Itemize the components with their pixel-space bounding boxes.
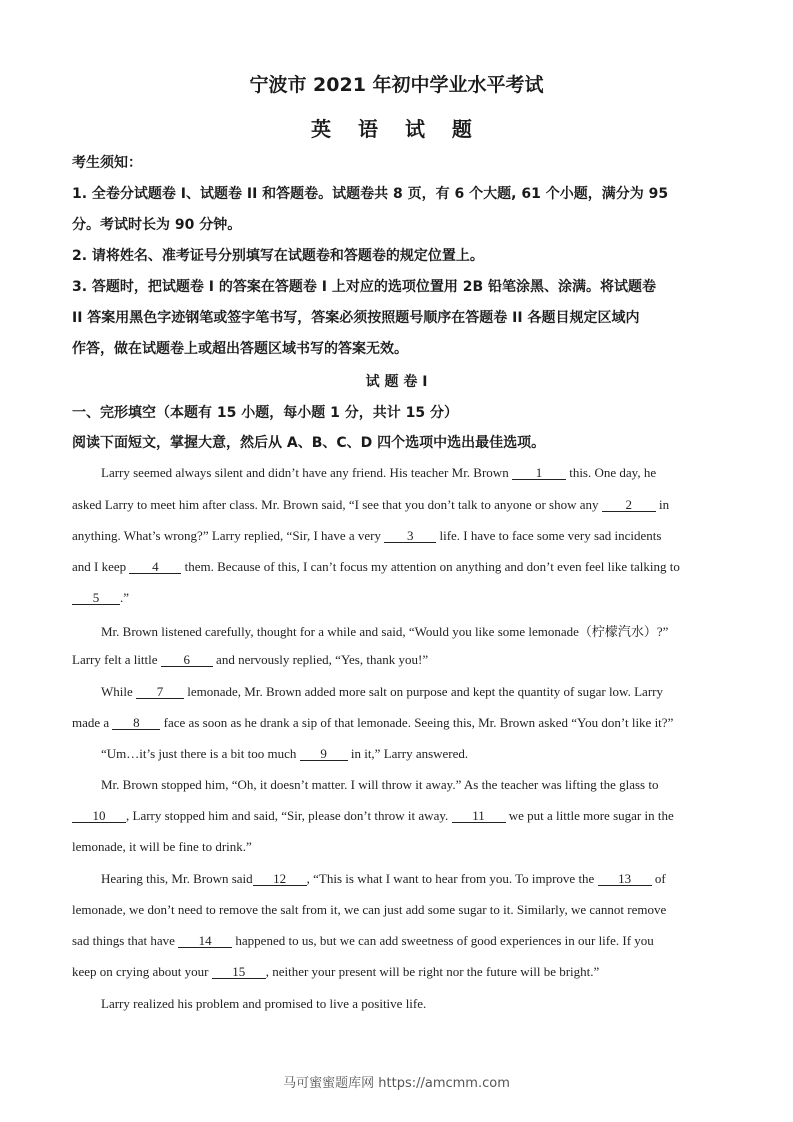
passage-text: face as soon as he drank a sip of that lemonade. Seeing this, Mr. Brown asked “You don’t like it?”: [160, 715, 674, 730]
passage-text: , “This is what I want to hear from you. To improve the: [306, 871, 598, 886]
passage-text: lemonade, Mr. Brown added more salt on purpose and kept the quantity of sugar low. Larry: [184, 684, 663, 699]
passage-text: and I keep: [72, 559, 130, 574]
passage-line: Mr. Brown listened carefully, thought for a while and said, “Would you like some lemonade（柠檬汽水）?”: [101, 624, 669, 639]
passage-line: [72, 652, 722, 668]
passage-line: [72, 497, 722, 513]
passage-text: .”: [120, 590, 130, 605]
passage-line: [72, 528, 722, 544]
passage-text: Hearing this, Mr. Brown said: [101, 871, 253, 886]
passage-line: Mr. Brown stopped him, “Oh, it doesn’t matter. I will throw it away.” As the teacher was lifting the glass to: [101, 777, 659, 792]
passage-text: keep on crying about your: [72, 964, 212, 979]
blank-7: 7: [136, 685, 184, 699]
blank-11: 11: [452, 809, 506, 823]
blank-10: 10: [72, 809, 126, 823]
passage-text: , neither your present will be right nor the future will be bright.”: [265, 964, 600, 979]
passage-text: in: [655, 497, 670, 512]
notice-line-6: 作答，做在试题卷上或超出答题区域书写的答案无效。: [72, 341, 408, 357]
passage-text: them. Because of this, I can’t focus my attention on anything and don’t even feel like talking to: [181, 559, 680, 574]
passage-text: Larry seemed always silent and didn’t have any friend. His teacher Mr. Brown: [101, 465, 512, 480]
passage-text: Larry felt a little: [72, 652, 161, 667]
passage-text: life. I have to face some very sad incidents: [436, 528, 662, 543]
passage-text: this. One day, he: [565, 465, 657, 480]
exam-title: 宁波市 2021 年初中学业水平考试: [249, 74, 544, 96]
watermark-footer: 马可蜜蜜题库网 https://amcmm.com: [283, 1076, 510, 1091]
blank-4: 4: [129, 560, 181, 574]
blank-14: 14: [178, 934, 232, 948]
passage-text: anything. What’s wrong?” Larry replied, “Sir, I have a very: [72, 528, 385, 543]
passage-text: and nervously replied, “Yes, thank you!”: [212, 652, 429, 667]
exam-subtitle: 英 语 试 题: [311, 117, 482, 141]
passage-line: [72, 808, 722, 824]
passage-text: , Larry stopped him and said, “Sir, please don’t throw it away.: [126, 808, 452, 823]
passage-line: [72, 933, 722, 949]
passage-line: lemonade, it will be fine to drink.”: [72, 839, 252, 854]
notice-heading: 考生须知：: [72, 155, 142, 171]
blank-5: 5: [72, 591, 120, 605]
passage-text: asked Larry to meet him after class. Mr. Brown said, “I see that you don’t talk to anyone or show any: [72, 497, 602, 512]
passage-text: of: [651, 871, 666, 886]
blank-12: 12: [253, 872, 307, 886]
notice-line-3: 2. 请将姓名、准考证号分别填写在试题卷和答题卷的规定位置上。: [72, 248, 484, 264]
blank-8: 8: [112, 716, 160, 730]
passage-line: [101, 465, 721, 481]
notice-line-2: 分。考试时长为 90 分钟。: [72, 217, 242, 233]
notice-line-1: 1. 全卷分试题卷 I、试题卷 II 和答题卷。试题卷共 8 页，有 6 个大题, 61 个小题，满分为 95: [72, 186, 669, 202]
notice-line-4: 3. 答题时，把试题卷 I 的答案在答题卷 I 上对应的选项位置用 2B 铅笔涂黑、涂满。将试题卷: [72, 279, 657, 295]
passage-text: we put a little more sugar in the: [505, 808, 674, 823]
part-instruction: 阅读下面短文，掌握大意，然后从 A、B、C、D 四个选项中选出最佳选项。: [72, 435, 546, 451]
passage-line: [72, 715, 722, 731]
passage-line: [101, 684, 721, 700]
passage-text: sad things that have: [72, 933, 179, 948]
blank-6: 6: [161, 653, 213, 667]
passage-line: [72, 590, 722, 606]
blank-3: 3: [384, 529, 436, 543]
passage-line: Larry realized his problem and promised to live a positive life.: [101, 996, 427, 1011]
passage-line: lemonade, we don’t need to remove the salt from it, we can just add some sugar to it. Similarly, we cannot remove: [72, 902, 667, 917]
notice-line-5: II 答案用黑色字迹钢笔或签字笔书写，答案必须按照题号顺序在答题卷 II 各题目规定区域内: [72, 310, 640, 326]
part-title: 一、完形填空（本题有 15 小题，每小题 1 分，共计 15 分）: [72, 405, 458, 421]
blank-2: 2: [602, 498, 656, 512]
volume-heading: 试 题 卷 I: [365, 374, 428, 390]
blank-13: 13: [598, 872, 652, 886]
blank-15: 15: [212, 965, 266, 979]
passage-text: in it,” Larry answered.: [347, 746, 469, 761]
passage-line: [72, 964, 722, 980]
passage-text: happened to us, but we can add sweetness of good experiences in our life. If you: [232, 933, 654, 948]
passage-line: [101, 871, 721, 887]
passage-text: “Um…it’s just there is a bit too much: [101, 746, 300, 761]
blank-9: 9: [300, 747, 348, 761]
passage-text: made a: [72, 715, 113, 730]
passage-text: While: [101, 684, 137, 699]
passage-line: [72, 559, 722, 575]
blank-1: 1: [512, 466, 566, 480]
passage-line: [101, 746, 721, 762]
